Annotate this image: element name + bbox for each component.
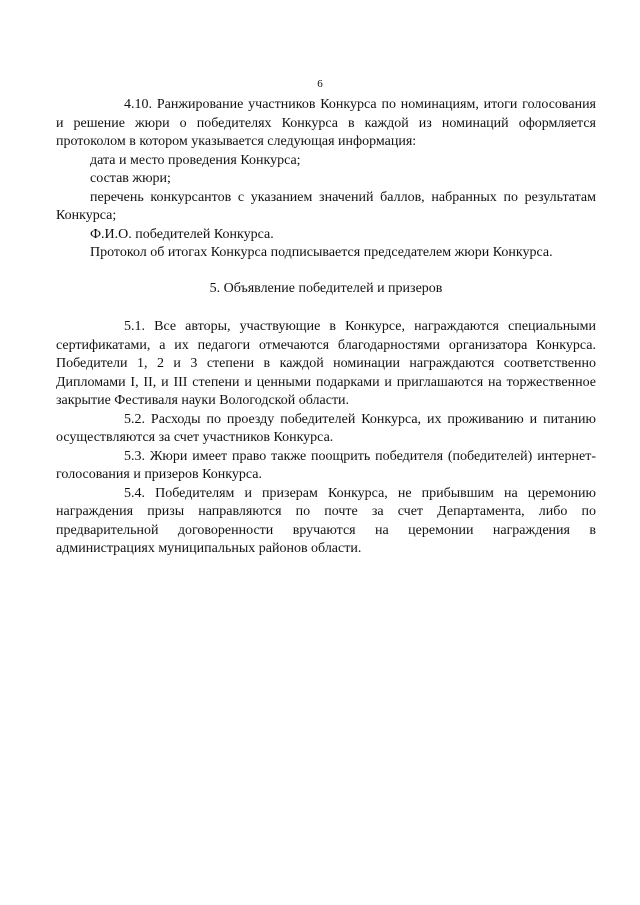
paragraph-number: 5.4. [124,485,145,501]
paragraph-text: Все авторы, участвующие в Конкурсе, награждаются специальными сертификатами, а их педагоги отмечаются благодарностями организатора Конкурса. Победители 1, 2 и 3 степени в каждой номинации награждаются соответственно Дипломами I, II, и III степени и ценными подарками и приглашаются на торжественное закрытие Фестиваля науки Вологодской области. [56,319,596,408]
paragraph-4-10 [56,96,596,152]
paragraph-number: 5.1. [124,319,145,334]
paragraph-protocol-sign: Протокол об итогах Конкурса подписывается председателем жюри Конкурса. [90,245,553,260]
paragraph-text: Расходы по проезду победителей Конкурса, их проживанию и питанию осуществляются за счет участников Конкурса. [56,411,597,445]
paragraph-5-3 [56,448,596,485]
paragraph-text: Жюри имеет право также поощрить победителя (победителей) интернет-голосования и призеров Конкурса. [56,448,597,482]
page-number: 6 [317,78,323,90]
list-item-winners: Ф.И.О. победителей Конкурса. [90,226,274,242]
document-body [56,96,596,559]
paragraph-number: 5.3. [124,448,145,464]
paragraph-text: Победителям и призерам Конкурса, не прибывшим на церемонию награждения призы направляются по почте за счет Департамента, либо по предварительной договоренности вручаются на церемонии награждения в администрациях муниципальных районов области. [56,485,596,556]
list-item-contestants: перечень конкурсантов с указанием значений баллов, набранных по результатам Конкурса; [56,189,596,223]
list-item-date: дата и место проведения Конкурса; [90,152,301,168]
paragraph-5-4 [56,485,596,559]
paragraph-5-1 [56,318,596,411]
paragraph-text: Ранжирование участников Конкурса по номинациям, итоги голосования и решение жюри о победителях Конкурса в каждой из номинаций оформляется протоколом в котором указывается следующая информация: [56,97,596,149]
section-5-heading: 5. Объявление победителей и призеров [209,280,443,296]
paragraph-number: 4.10. [124,97,152,112]
paragraph-5-2 [56,411,596,448]
paragraph-number: 5.2. [124,411,145,427]
list-item-jury: состав жюри; [90,171,171,186]
